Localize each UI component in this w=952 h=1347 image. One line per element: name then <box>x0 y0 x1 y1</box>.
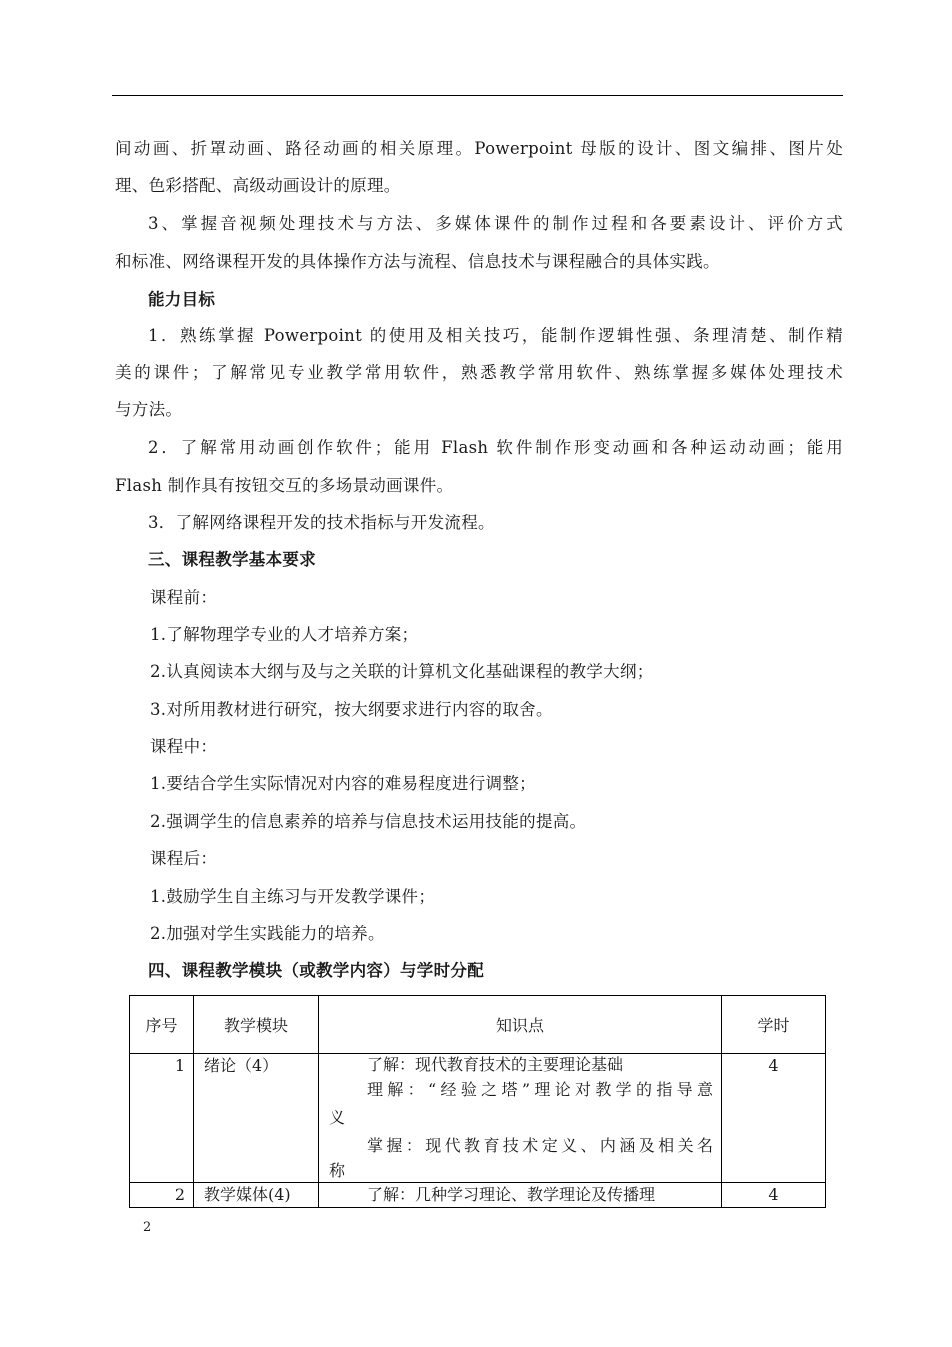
paragraph-line: 3．了解网络课程开发的技术指标与开发流程。 <box>148 513 495 532</box>
paragraph-line: 与方法。 <box>115 400 183 419</box>
ability-heading: 能力目标 <box>148 290 216 309</box>
table-row <box>130 1183 826 1208</box>
header-rule <box>112 95 843 96</box>
hours-cell: 4 <box>722 1054 826 1183</box>
table-row <box>130 1054 826 1183</box>
knowledge-line: 了解：几种学习理论、教学理论及传播理 <box>367 1185 656 1204</box>
list-item: 3.对所用教材进行研究，按大纲要求进行内容的取舍。 <box>150 700 553 719</box>
paragraph-line: 3、掌握音视频处理技术与方法、多媒体课件的制作过程和各要素设计、评价方式 <box>148 214 843 233</box>
before-label: 课程前： <box>150 588 218 607</box>
paragraph-line: 美的课件；了解常见专业教学常用软件，熟悉教学常用软件、熟练掌握多媒体处理技术 <box>115 363 843 382</box>
knowledge-points <box>319 1054 722 1183</box>
knowledge-line: 理解：“经验之塔”理论对教学的指导意 <box>367 1080 713 1099</box>
knowledge-line: 掌握：现代教育技术定义、内涵及相关名 <box>367 1136 713 1155</box>
knowledge-line: 了解：现代教育技术的主要理论基础 <box>367 1055 624 1074</box>
paragraph-line: 和标准、网络课程开发的具体操作方法与流程、信息技术与课程融合的具体实践。 <box>115 252 720 271</box>
table-header-row <box>130 996 826 1054</box>
list-item: 1.鼓励学生自主练习与开发教学课件； <box>150 887 436 906</box>
after-label: 课程后： <box>150 849 218 868</box>
knowledge-line: 称 <box>329 1161 346 1180</box>
during-label: 课程中： <box>150 737 218 756</box>
list-item: 2.加强对学生实践能力的培养。 <box>150 924 385 943</box>
header-cell: 教学模块 <box>194 996 319 1054</box>
module-name: 绪论（4） <box>194 1054 319 1183</box>
section-heading: 三、课程教学基本要求 <box>148 550 316 569</box>
header-cell: 知识点 <box>319 996 722 1054</box>
list-item: 1.了解物理学专业的人才培养方案； <box>150 625 419 644</box>
module-name: 教学媒体(4) <box>194 1183 319 1208</box>
list-item: 1.要结合学生实际情况对内容的难易程度进行调整； <box>150 774 536 793</box>
paragraph-line: 2．了解常用动画创作软件；能用 Flash 软件制作形变动画和各种运动动画；能用 <box>148 438 843 457</box>
hours-cell: 4 <box>722 1183 826 1208</box>
section-heading: 四、课程教学模块（或教学内容）与学时分配 <box>148 961 484 980</box>
row-number: 1 <box>130 1054 194 1183</box>
knowledge-line: 义 <box>329 1108 346 1127</box>
row-number: 2 <box>130 1183 194 1208</box>
paragraph-line: 理、色彩搭配、高级动画设计的原理。 <box>115 176 401 195</box>
knowledge-points <box>319 1183 722 1208</box>
paragraph-line: Flash 制作具有按钮交互的多场景动画课件。 <box>115 476 454 495</box>
module-table <box>129 995 826 1208</box>
list-item: 2.强调学生的信息素养的培养与信息技术运用技能的提高。 <box>150 812 587 831</box>
paragraph-line: 间动画、折罩动画、路径动画的相关原理。Powerpoint 母版的设计、图文编排、图片处 <box>115 139 843 158</box>
header-cell: 学时 <box>722 996 826 1054</box>
page-number: 2 <box>143 1220 152 1235</box>
header-cell: 序号 <box>130 996 194 1054</box>
list-item: 2.认真阅读本大纲与及与之关联的计算机文化基础课程的教学大纲； <box>150 662 654 681</box>
paragraph-line: 1．熟练掌握 Powerpoint 的使用及相关技巧，能制作逻辑性强、条理清楚、制作精 <box>148 326 843 345</box>
